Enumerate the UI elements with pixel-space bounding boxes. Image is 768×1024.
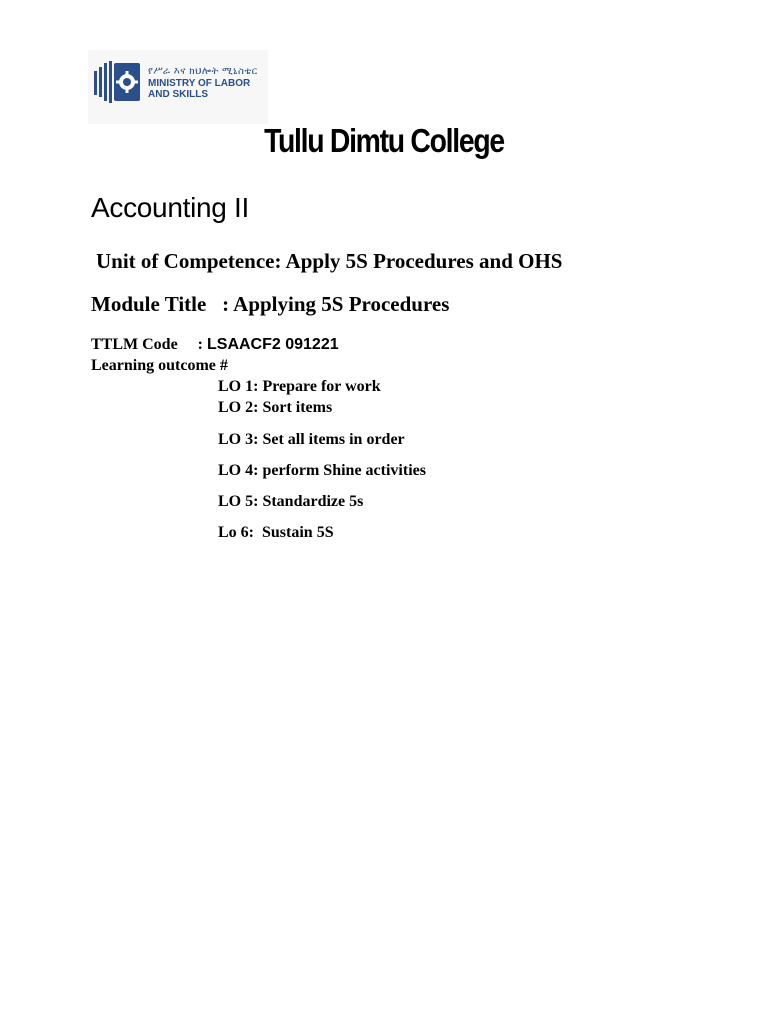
unit-of-competence: Unit of Competence: Apply 5S Procedures and OHS <box>96 249 563 273</box>
subject-title: Accounting II <box>91 192 249 223</box>
learning-outcome-item: LO 4: perform Shine activities <box>218 462 426 479</box>
ttlm-code-line <box>91 336 339 354</box>
logo-line-2: AND SKILLS <box>148 89 208 100</box>
ministry-emblem-icon <box>92 59 144 105</box>
learning-outcome-item: Lo 6: Sustain 5S <box>218 524 334 541</box>
logo-amharic-text: የሥራ እና ክህሎት ሚኒስቴር <box>148 66 258 77</box>
learning-outcome-label: Learning outcome # <box>91 357 228 374</box>
ministry-logo <box>88 50 268 124</box>
logo-text <box>148 66 258 100</box>
ttlm-code-value: LSAACF2 091221 <box>207 336 339 353</box>
learning-outcome-item: LO 3: Set all items in order <box>218 431 405 448</box>
logo-line-1: MINISTRY OF LABOR <box>148 78 251 89</box>
college-name-heading: Tullu Dimtu College <box>264 122 504 159</box>
learning-outcome-item: LO 2: Sort items <box>218 399 333 416</box>
ttlm-code-label: TTLM Code : <box>91 336 207 353</box>
module-title: Module Title : Applying 5S Procedures <box>91 292 450 316</box>
learning-outcome-item: LO 5: Standardize 5s <box>218 493 364 510</box>
learning-outcome-item: LO 1: Prepare for work <box>218 378 381 395</box>
